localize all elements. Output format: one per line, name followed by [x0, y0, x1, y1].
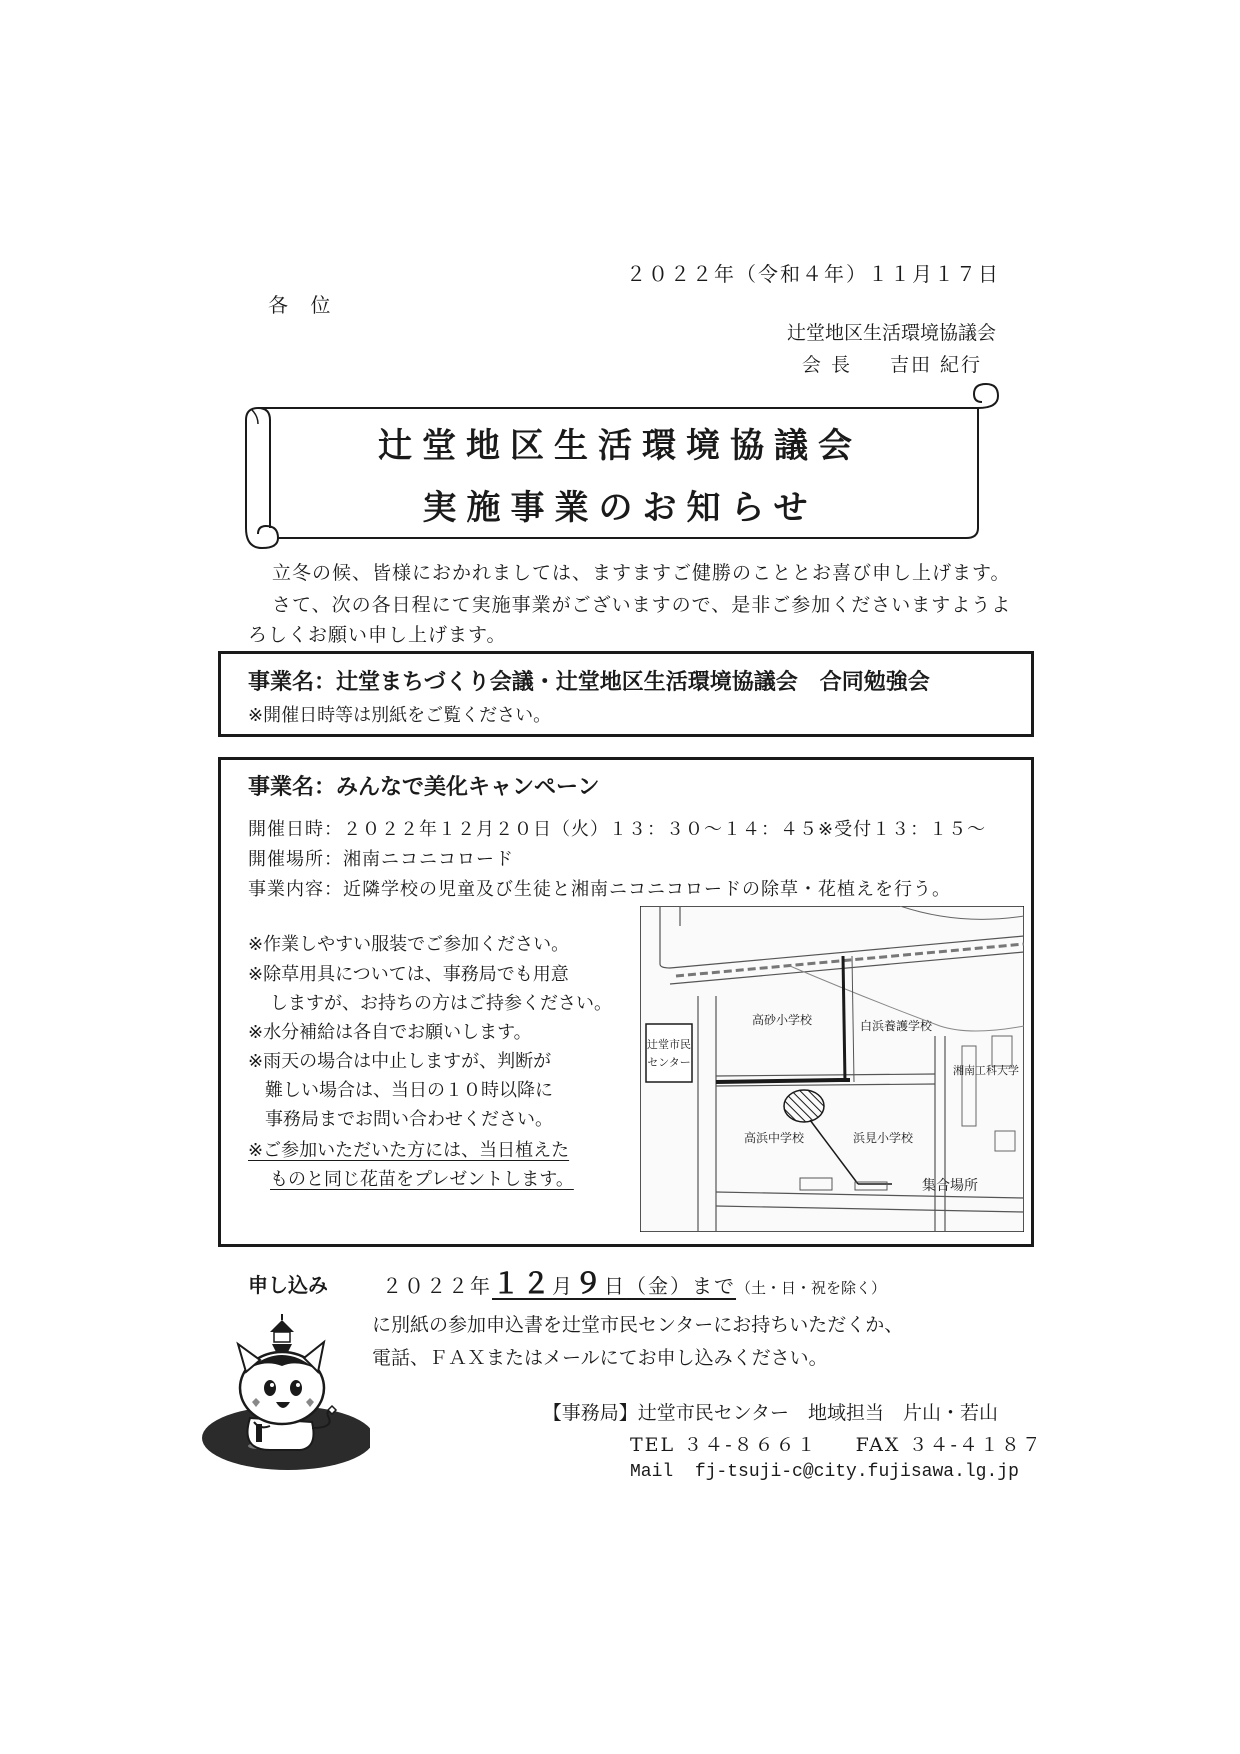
- signer-title: 会 長: [801, 354, 852, 376]
- apply-line-1: に別紙の参加申込書を辻堂市民センターにお持ちいただくか、: [372, 1314, 904, 1336]
- signer-name: 吉田 紀行: [889, 354, 982, 376]
- event2-content: 事業内容：近隣学校の児童及び生徒と湘南ニコニコロードの除草・花植えを行う。: [248, 879, 951, 900]
- intro-line-1: 立冬の候、皆様におかれましては、ますますご健勝のこととお喜び申し上げます。: [272, 562, 1011, 584]
- apply-date-day-unit: 日: [604, 1274, 627, 1298]
- apply-date-month-unit: 月: [552, 1274, 575, 1298]
- title-line-1: 辻堂地区生活環境協議会: [378, 426, 862, 466]
- document-date: ２０２２年（令和４年）１１月１７日: [626, 262, 1000, 286]
- office-info: 【事務局】辻堂市民センター 地域担当 片山・若山: [542, 1402, 998, 1424]
- map-label-meeting-point: 集合場所: [922, 1178, 978, 1194]
- map-label-center-1: 辻堂市民: [647, 1038, 691, 1051]
- map-label-takasago: 高砂小学校: [751, 1013, 813, 1027]
- title-line-2: 実施事業のお知らせ: [422, 488, 818, 528]
- civic-center-box: [646, 1024, 692, 1082]
- event2-datetime: 開催日時：２０２２年１２月２０日（火）１３：３０～１４：４５※受付１３：１５～: [248, 819, 987, 840]
- event2-note: 難しい場合は、当日の１０時以降に: [265, 1080, 553, 1101]
- apply-deadline: [382, 1262, 886, 1302]
- apply-date-day: ９: [574, 1267, 605, 1300]
- sender-signature: [802, 350, 982, 377]
- map-label-center-2: センター: [647, 1056, 691, 1069]
- email-line: [630, 1462, 1019, 1482]
- apply-line-2: 電話、ＦＡＸまたはメールにてお申し込みください。: [372, 1347, 828, 1369]
- event1-name: 事業名：辻堂まちづくり会議・辻堂地区生活環境協議会 合同勉強会: [248, 670, 930, 695]
- intro-line-3: ろしくお願い申し上げます。: [248, 624, 507, 646]
- map-label-takahama: 高浜中学校: [743, 1131, 805, 1145]
- event2-gift-note: ものと同じ花苗をプレゼントします。: [270, 1169, 574, 1190]
- event2-note: 事務局までお問い合わせください。: [265, 1109, 553, 1130]
- intro-line-2: さて、次の各日程にて実施事業がございますので、是非ご参加くださいますようよ: [272, 594, 1012, 616]
- event2-note: ※水分補給は各自でお願いします。: [248, 1022, 532, 1043]
- apply-date-until: まで: [692, 1274, 737, 1298]
- apply-date-prefix: ２０２２年: [382, 1274, 492, 1298]
- map-label-shonan-univ: 湘南工科大学: [953, 1064, 1019, 1077]
- apply-date-exclusion: （土・日・祝を除く）: [736, 1279, 887, 1297]
- map-label-shirahama: 白浜養護学校: [859, 1019, 933, 1033]
- mascot-illustration: [200, 1310, 370, 1478]
- event2-place: 開催場所：湘南ニコニコロード: [248, 849, 514, 870]
- event2-note: ※作業しやすい服装でご参加ください。: [248, 934, 570, 955]
- event-map: [640, 906, 1024, 1232]
- scroll-banner: [238, 378, 1018, 556]
- apply-label: 申し込み: [248, 1273, 328, 1297]
- event2-gift-note: ※ご参加いただいた方には、当日植えた: [248, 1140, 570, 1161]
- event2-note: ※除草用具については、事務局でも用意: [248, 964, 569, 985]
- map-label-hamami: 浜見小学校: [852, 1131, 914, 1145]
- event1-note: ※開催日時等は別紙をご覧ください。: [248, 705, 552, 726]
- event2-name: 事業名：みんなで美化キャンペーン: [248, 775, 600, 800]
- email-label: Mail: [630, 1462, 674, 1482]
- fax-number: FAX ３４-４１８７: [855, 1434, 1043, 1456]
- apply-date-weekday: （金）: [626, 1274, 693, 1298]
- event2-note: しますが、お持ちの方はご持参ください。: [270, 993, 612, 1014]
- phone-number: TEL ３４-８６６１: [630, 1434, 818, 1456]
- phone-fax: [630, 1430, 1043, 1457]
- apply-date-month: １２: [492, 1267, 553, 1300]
- sender-organization: 辻堂地区生活環境協議会: [786, 322, 996, 344]
- event2-note: ※雨天の場合は中止しますが、判断が: [248, 1051, 552, 1072]
- addressee: 各 位: [268, 293, 339, 317]
- email-address[interactable]: fj-tsuji-c@city.fujisawa.lg.jp: [694, 1462, 1019, 1482]
